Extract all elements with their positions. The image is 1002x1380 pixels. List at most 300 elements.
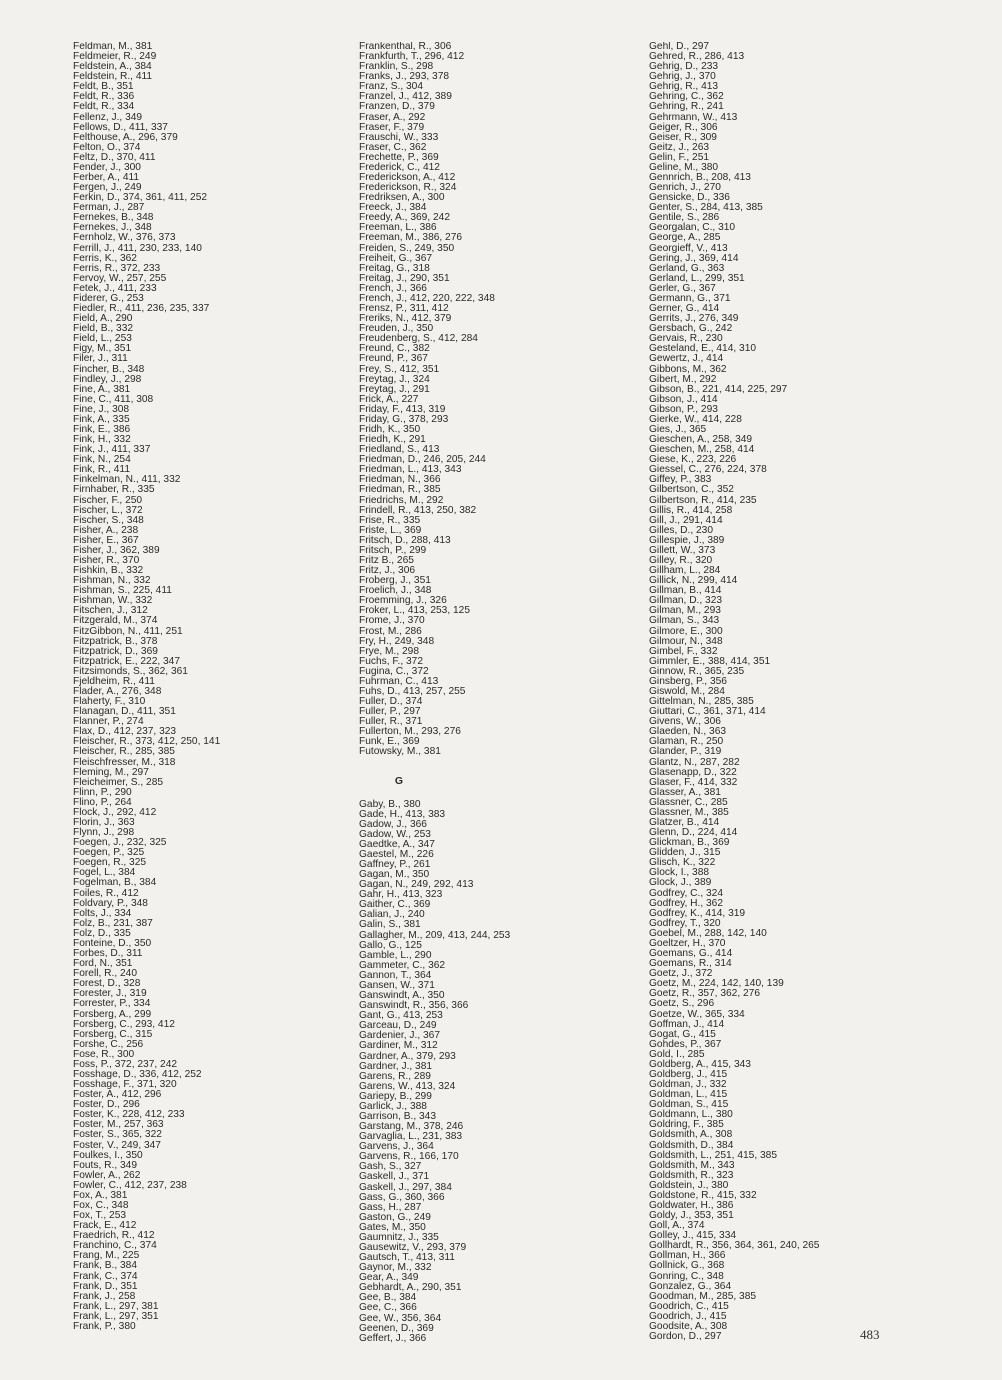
index-entry: Giswold, M., 284 <box>649 686 725 697</box>
index-entry: Fraser, F., 379 <box>359 121 425 133</box>
index-entry: Franklin, S., 298 <box>359 61 434 73</box>
index-entry: Gibson, P., 293 <box>649 403 718 415</box>
index-entry: Glock, I., 388 <box>649 867 710 879</box>
index-entry: Feldmeier, R., 249 <box>73 51 157 63</box>
index-entry: Fink, R., 411 <box>73 464 130 476</box>
index-entry: Ferrill, J., 411, 230, 233, 140 <box>73 242 202 254</box>
index-entry: Glantz, N., 287, 282 <box>649 756 740 768</box>
index-entry: Fuhs, D., 413, 257, 255 <box>359 686 466 697</box>
index-entry: Ferris, R., 372, 233 <box>73 262 161 274</box>
index-entry: Fischer, S., 348 <box>73 514 144 526</box>
index-entry: Fitzpatrick, B., 378 <box>73 635 158 647</box>
index-entry: Goebel, M., 288, 142, 140 <box>649 927 767 939</box>
index-entry: Fraedrich, R., 412 <box>73 1230 155 1242</box>
index-entry: Fredriksen, A., 300 <box>359 192 445 204</box>
index-entry: Gillis, R., 414, 258 <box>649 504 733 516</box>
index-entry: Gesteland, E., 414, 310 <box>649 343 757 355</box>
index-entry: Gittelman, N., 285, 385 <box>649 696 754 708</box>
index-entry: Gonring, C., 348 <box>649 1270 724 1282</box>
index-entry: Fraser, A., 292 <box>359 111 426 123</box>
index-entry: Fowler, C., 412, 237, 238 <box>73 1179 187 1191</box>
index-entry: Goldman, S., 415 <box>649 1099 729 1111</box>
index-entry: Gaumnitz, J., 335 <box>359 1231 439 1243</box>
index-entry: Geiser, R., 309 <box>649 131 717 143</box>
index-entry: Gehred, R., 286, 413 <box>649 51 745 63</box>
index-entry: Freund, P., 367 <box>359 353 428 365</box>
index-entry: Goldman, L., 415 <box>649 1089 728 1101</box>
index-entry: Gilley, R., 320 <box>649 554 713 566</box>
index-entry: Freeman, M., 386, 276 <box>359 232 463 244</box>
index-entry: Glasenapp, D., 322 <box>649 766 737 778</box>
index-entry: Forsberg, C., 293, 412 <box>73 1018 175 1030</box>
index-entry: Frank, J., 258 <box>73 1290 136 1302</box>
index-entry: Gaffney, P., 261 <box>359 859 431 871</box>
index-entry: Fuller, P., 297 <box>359 706 421 718</box>
index-entry: Fuhrman, C., 413 <box>359 675 439 687</box>
index-entry: Gannon, T., 364 <box>359 969 432 981</box>
index-entry: Forest, D., 328 <box>73 978 141 990</box>
index-entry: Goeltzer, H., 370 <box>649 937 726 949</box>
index-entry: Gaston, G., 249 <box>359 1211 431 1223</box>
index-entry: Glander, P., 319 <box>649 746 722 758</box>
index-entry: Futowsky, M., 381 <box>359 746 441 758</box>
index-entry: Gentile, S., 286 <box>649 212 720 224</box>
index-entry: Frankenthal, R., 306 <box>359 42 452 52</box>
index-entry: Fine, J., 308 <box>73 403 130 415</box>
index-entry: Fuchs, F., 372 <box>359 655 423 667</box>
index-entry: Franchino, C., 374 <box>73 1240 157 1252</box>
index-entry: Gillman, B., 414 <box>649 585 722 597</box>
index-entry: Freund, C., 382 <box>359 343 430 355</box>
index-entry: Garstang, M., 378, 246 <box>359 1121 464 1133</box>
index-entry: Friedrichs, M., 292 <box>359 494 444 506</box>
index-entry: Gadow, W., 253 <box>359 828 431 840</box>
index-entry: Glaman, R., 250 <box>649 736 724 748</box>
index-entry: Feldt, R., 334 <box>73 101 135 113</box>
index-entry: Flinn, P., 290 <box>73 786 132 798</box>
index-entry: Goetz, S., 296 <box>649 998 715 1010</box>
index-entry: Flaherty, F., 310 <box>73 696 146 708</box>
index-entry: Folts, J., 334 <box>73 907 132 919</box>
index-entry: Goemans, R., 314 <box>649 958 732 970</box>
index-entry: Gehring, R., 241 <box>649 101 724 113</box>
index-entry: Fishman, N., 332 <box>73 575 151 587</box>
index-entry: Garens, W., 413, 324 <box>359 1080 456 1092</box>
index-entry: Foster, A., 412, 296 <box>73 1089 162 1101</box>
index-entry: Fogel, L., 384 <box>73 867 136 879</box>
index-entry: Gilman, S., 343 <box>649 615 720 627</box>
index-entry: Giuttari, C., 361, 371, 414 <box>649 706 766 718</box>
index-entry: Foldvary, P., 348 <box>73 897 148 909</box>
index-entry: Gerner, G., 414 <box>649 303 720 315</box>
index-entry: Gear, A., 349 <box>359 1272 419 1284</box>
index-entry: Givens, W., 306 <box>649 716 721 728</box>
index-entry: Fosshage, D., 336, 412, 252 <box>73 1068 202 1080</box>
index-entry: Gordon, D., 297 <box>649 1331 722 1342</box>
index-entry: Geenen, D., 369 <box>359 1322 434 1334</box>
index-entry: Frank, L., 297, 351 <box>73 1310 159 1322</box>
index-entry: Fink, E., 386 <box>73 423 131 435</box>
index-entry: Flader, A., 276, 348 <box>73 686 162 697</box>
index-entry: Goldring, F., 385 <box>649 1119 724 1131</box>
index-entry: Fincher, B., 348 <box>73 363 145 375</box>
index-entry: Gash, S., 327 <box>359 1161 422 1173</box>
index-entry: Gering, J., 369, 414 <box>649 252 739 264</box>
index-entry: Freuden, J., 350 <box>359 323 434 335</box>
index-entry: Goldberg, J., 415 <box>649 1068 728 1080</box>
index-entry: Goldy, J., 353, 351 <box>649 1210 734 1222</box>
index-entry: Glidden, J., 315 <box>649 847 721 859</box>
index-entry: Foster, K., 228, 412, 233 <box>73 1109 185 1121</box>
index-entry: Froemming, J., 326 <box>359 595 447 607</box>
index-entry: Franks, J., 293, 378 <box>359 71 450 83</box>
index-entry: Goetz, J., 372 <box>649 968 713 980</box>
index-entry: Gimmler, E., 388, 414, 351 <box>649 655 771 667</box>
index-entry: Funk, E., 369 <box>359 736 420 748</box>
index-entry: Fernholz, W., 376, 373 <box>73 232 176 244</box>
index-entry: Fraser, C., 362 <box>359 141 427 153</box>
index-entry: Ganswindt, R., 356, 366 <box>359 1000 469 1012</box>
index-entry: Gehl, D., 297 <box>649 42 710 52</box>
index-entry: Godfrey, H., 362 <box>649 897 723 909</box>
index-entry: Frang, M., 225 <box>73 1250 140 1262</box>
index-entry: Frank, D., 351 <box>73 1280 138 1292</box>
index-entry: Gaedtke, A., 347 <box>359 838 435 850</box>
index-entry: Fellenz, J., 349 <box>73 111 143 123</box>
index-entry: Freedy, A., 369, 242 <box>359 212 450 224</box>
index-entry: Frank, B., 384 <box>73 1260 137 1272</box>
index-entry: Forbes, D., 311 <box>73 948 143 960</box>
index-entry: Foster, V., 249, 347 <box>73 1139 161 1151</box>
index-entry: Fleicheimer, S., 285 <box>73 776 164 788</box>
index-entry: Genrich, J., 270 <box>649 182 721 194</box>
index-entry: Fitzsimonds, S., 362, 361 <box>73 665 188 677</box>
index-entry: Gennrich, B., 208, 413 <box>649 172 751 184</box>
index-entry: Goemans, G., 414 <box>649 948 733 960</box>
index-entry: Gersbach, G., 242 <box>649 323 733 335</box>
index-entry: Glisch, K., 322 <box>649 857 716 869</box>
index-entry: Gass, G., 360, 366 <box>359 1191 445 1203</box>
index-entry: Gilbertson, R., 414, 235 <box>649 494 757 506</box>
index-entry: Flock, J., 292, 412 <box>73 806 157 818</box>
index-entry: Gehrig, J., 370 <box>649 71 716 83</box>
index-entry: Fink, H., 332 <box>73 434 131 446</box>
index-entry: Frederick, C., 412 <box>359 161 440 173</box>
index-entry: Fouts, R., 349 <box>73 1159 137 1171</box>
index-entry: Gewertz, J., 414 <box>649 353 724 365</box>
index-entry: Gerland, L., 299, 351 <box>649 272 745 284</box>
index-entry: Friedman, R., 385 <box>359 484 441 496</box>
index-entry: Garrison, B., 343 <box>359 1110 437 1122</box>
index-entry: Fuller, D., 374 <box>359 696 423 708</box>
index-entry: Fiderer, G., 253 <box>73 292 144 304</box>
index-entry: Feldt, R., 336 <box>73 91 135 103</box>
index-entry: Gass, H., 287 <box>359 1201 422 1213</box>
index-entry: Fervoy, W., 257, 255 <box>73 272 167 284</box>
index-entry: Freytag, J., 291 <box>359 383 430 395</box>
index-entry: Geline, M., 380 <box>649 161 719 173</box>
index-entry: Gaby, B., 380 <box>359 798 421 810</box>
index-entry: Foegen, J., 232, 325 <box>73 837 167 849</box>
index-entry: Frost, M., 286 <box>359 625 422 637</box>
index-entry: Fuller, R., 371 <box>359 716 423 728</box>
index-entry: Gee, W., 356, 364 <box>359 1312 442 1324</box>
index-entry: Gillham, L., 284 <box>649 565 721 577</box>
index-entry: Goldstone, R., 415, 332 <box>649 1189 757 1201</box>
index-entry: Fitschen, J., 312 <box>73 605 148 617</box>
index-entry: Gollman, H., 366 <box>649 1250 726 1262</box>
index-entry: Fisher, A., 238 <box>73 524 139 536</box>
index-entry: Garlick, J., 388 <box>359 1100 427 1112</box>
index-entry: Gates, M., 350 <box>359 1221 426 1233</box>
index-entry: Gausewitz, V., 293, 379 <box>359 1241 467 1253</box>
index-entry: Fritz B., 265 <box>359 554 414 566</box>
index-entry: Forrester, P., 334 <box>73 998 151 1010</box>
index-entry: Goll, A., 374 <box>649 1220 705 1232</box>
index-entry: Ferkin, D., 374, 361, 411, 252 <box>73 192 208 204</box>
index-entry: Godfrey, C., 324 <box>649 887 723 899</box>
index-entry: Fitzgerald, M., 374 <box>73 615 158 627</box>
index-entry: Glatzer, B., 414 <box>649 817 720 829</box>
index-entry: Fleischer, R., 373, 412, 250, 141 <box>73 736 221 748</box>
page-number: 483 <box>860 1327 880 1342</box>
index-entry: Frank, L., 297, 381 <box>73 1300 159 1312</box>
index-entry: Froberg, J., 351 <box>359 575 431 587</box>
index-entry: Gehring, C., 362 <box>649 91 724 103</box>
index-entry: Glaser, F., 414, 332 <box>649 776 738 788</box>
index-entry: Fisher, R., 370 <box>73 554 140 566</box>
index-entry: Fitzpatrick, E., 222, 347 <box>73 655 181 667</box>
index-entry: Freeman, L., 386 <box>359 222 437 234</box>
index-column-2 <box>359 42 629 1344</box>
index-entry: Froelich, J., 348 <box>359 585 432 597</box>
index-entry: Goodman, M., 285, 385 <box>649 1290 757 1302</box>
index-entry: Freiden, S., 249, 350 <box>359 242 455 254</box>
index-entry: Gansen, W., 371 <box>359 979 435 991</box>
index-entry: Fink, N., 254 <box>73 454 131 466</box>
index-entry: Foiles, R., 412 <box>73 887 139 899</box>
index-entry: Ginnow, R., 365, 235 <box>649 665 745 677</box>
index-entry: Fleming, M., 297 <box>73 766 149 778</box>
index-entry: Gollhardt, R., 356, 364, 361, 240, 265 <box>649 1240 820 1252</box>
index-entry: Goldsmith, M., 343 <box>649 1159 735 1171</box>
index-entry: Frank, P., 380 <box>73 1320 136 1332</box>
index-entry: Feldstein, A., 384 <box>73 61 152 73</box>
index-entry: Gieschen, M., 258, 414 <box>649 444 755 456</box>
index-entry: Georgieff, V., 413 <box>649 242 728 254</box>
index-entry: Fox, T., 253 <box>73 1210 127 1222</box>
index-entry: Gee, C., 366 <box>359 1302 417 1314</box>
index-entry: Fisher, J., 362, 389 <box>73 544 160 556</box>
index-entry: Goldsmith, D., 384 <box>649 1139 734 1151</box>
index-entry: Gagan, N., 249, 292, 413 <box>359 879 474 891</box>
index-entry: Friste, L., 369 <box>359 524 422 536</box>
index-entry: Ford, N., 351 <box>73 958 133 970</box>
index-entry: Florin, J., 363 <box>73 817 135 829</box>
index-entry: Gagan, M., 350 <box>359 869 430 881</box>
index-entry: Forsberg, A., 299 <box>73 1008 152 1020</box>
index-entry: Gardner, J., 381 <box>359 1060 433 1072</box>
index-entry: Freitag, J., 290, 351 <box>359 272 450 284</box>
index-entry: Freriks, N., 412, 379 <box>359 313 452 325</box>
index-entry: Fox, C., 348 <box>73 1199 129 1211</box>
index-entry: Fridh, K., 350 <box>359 423 421 435</box>
index-entry: Glickman, B., 369 <box>649 837 730 849</box>
index-entry: Fishman, W., 332 <box>73 595 153 607</box>
index-entry: Fergen, J., 249 <box>73 182 142 194</box>
section-letter-g: G <box>394 774 404 787</box>
index-entry: Fowler, A., 262 <box>73 1169 141 1181</box>
index-entry: Garceau, D., 249 <box>359 1020 437 1032</box>
index-entry: Fogelman, B., 384 <box>73 877 157 889</box>
index-entry: Gollnick, G., 368 <box>649 1260 725 1272</box>
index-entry: Garens, R., 289 <box>359 1070 431 1082</box>
index-entry: Forshe, C., 256 <box>73 1038 144 1050</box>
index-entry: Gant, G., 413, 253 <box>359 1010 443 1022</box>
index-entry: Glassner, C., 285 <box>649 796 728 808</box>
index-entry: Goldstein, J., 380 <box>649 1179 729 1191</box>
index-entry: Garvens, J., 364 <box>359 1141 434 1153</box>
index-entry: Fetek, J., 411, 233 <box>73 282 157 294</box>
index-entry: Godfrey, T., 320 <box>649 917 721 929</box>
index-entry: Fox, A., 381 <box>73 1189 128 1201</box>
index-entry: Giffey, P., 383 <box>649 474 712 486</box>
index-entry: Georgalan, C., 310 <box>649 222 736 234</box>
index-entry: Gerler, G., 367 <box>649 282 716 294</box>
index-entry: Franz, S., 304 <box>359 81 423 93</box>
index-entry: Foulkes, I., 350 <box>73 1149 143 1161</box>
index-entry: Freudenberg, S., 412, 284 <box>359 333 478 345</box>
index-entry: Felthouse, A., 296, 379 <box>73 131 178 143</box>
index-entry: Gilmour, N., 348 <box>649 635 723 647</box>
index-entry: Feldstein, R., 411 <box>73 71 153 83</box>
index-entry: Geffert, J., 366 <box>359 1332 427 1344</box>
index-entry: Fink, A., 335 <box>73 413 130 425</box>
index-entry: Goldberg, A., 415, 343 <box>649 1058 751 1070</box>
index-entry: Fjeldheim, R., 411 <box>73 675 155 687</box>
index-entry: Gill, J., 291, 414 <box>649 514 723 526</box>
index-entry: Gibson, B., 221, 414, 225, 297 <box>649 383 788 395</box>
index-entry: Glasser, A., 381 <box>649 786 721 798</box>
index-entry: Genter, S., 284, 413, 385 <box>649 202 763 214</box>
index-entry: Garvens, R., 166, 170 <box>359 1151 459 1163</box>
index-entry: Frauschi, W., 333 <box>359 131 439 143</box>
index-entry: Gaither, C., 369 <box>359 899 431 911</box>
index-entry: Freeck, J., 384 <box>359 202 427 214</box>
index-entry: French, J., 412, 220, 222, 348 <box>359 292 495 304</box>
index-entry: Goldman, J., 332 <box>649 1079 727 1091</box>
index-entry: Fishkin, B., 332 <box>73 565 144 577</box>
index-entry: Fine, C., 411, 308 <box>73 393 154 405</box>
index-entry: Gierke, W., 414, 228 <box>649 413 742 425</box>
index-entry: Goodsite, A., 308 <box>649 1320 728 1332</box>
index-entry: Finkelman, N., 411, 332 <box>73 474 181 486</box>
index-entry: Gadow, J., 366 <box>359 818 427 830</box>
index-entry: Goldsmith, A., 308 <box>649 1129 733 1141</box>
index-entry: Ginsberg, P., 356 <box>649 675 727 687</box>
index-entry: Frindell, R., 413, 250, 382 <box>359 504 477 516</box>
index-entry: Goldsmith, R., 323 <box>649 1169 734 1181</box>
index-entry: Frey, S., 412, 351 <box>359 363 440 375</box>
index-entry: George, A., 285 <box>649 232 721 244</box>
index-entry: Gilman, M., 293 <box>649 605 721 617</box>
index-entry: Friday, F., 413, 319 <box>359 403 446 415</box>
index-entry: Fernekes, B., 348 <box>73 212 154 224</box>
index-entry: Fishman, S., 225, 411 <box>73 585 172 597</box>
index-entry: Fernekes, J., 348 <box>73 222 152 234</box>
index-entry: Gautsch, T., 413, 311 <box>359 1252 455 1264</box>
index-entry: Gardiner, M., 312 <box>359 1040 438 1052</box>
index-entry: Gonzalez, G., 364 <box>649 1280 732 1292</box>
index-entry: Gibson, J., 414 <box>649 393 718 405</box>
index-entry: Fritsch, D., 288, 413 <box>359 534 451 546</box>
index-entry: Field, A., 290 <box>73 313 133 325</box>
index-entry: Gies, J., 365 <box>649 423 707 435</box>
index-entry: Fose, R., 300 <box>73 1048 135 1060</box>
index-entry: Gallo, G., 125 <box>359 939 422 951</box>
index-entry: Gieschen, A., 258, 349 <box>649 434 753 446</box>
index-entry: Fritsch, P., 299 <box>359 544 427 556</box>
index-entry: Fosshage, F., 371, 320 <box>73 1079 177 1091</box>
index-entry: Fritz, J., 306 <box>359 565 416 577</box>
index-entry: Fisher, E., 367 <box>73 534 139 546</box>
index-entry: Ferber, A., 411 <box>73 172 140 184</box>
index-entry: Folz, B., 231, 387 <box>73 917 153 929</box>
index-entry: Foegen, P., 325 <box>73 847 145 859</box>
index-entry: Gibbons, M., 362 <box>649 363 727 375</box>
index-entry: Gardenier, J., 367 <box>359 1030 440 1042</box>
index-entry: Gahr, H., 413, 323 <box>359 889 443 901</box>
index-entry: Gaestel, M., 226 <box>359 848 434 860</box>
index-entry: Goldwater, H., 386 <box>649 1199 734 1211</box>
index-entry: Gebhardt, A., 290, 351 <box>359 1282 462 1294</box>
index-entry: Foss, P., 372, 237, 242 <box>73 1058 178 1070</box>
index-entry: Feltz, D., 370, 411 <box>73 151 156 163</box>
index-entry: Goetz, R., 357, 362, 276 <box>649 988 761 1000</box>
index-entry: Frensz, P., 311, 412 <box>359 303 449 315</box>
index-entry: Ferris, K., 362 <box>73 252 137 264</box>
index-entry: Flino, P., 264 <box>73 796 132 808</box>
index-entry: Frechette, P., 369 <box>359 151 439 163</box>
index-entry: Gardner, A., 379, 293 <box>359 1050 456 1062</box>
index-entry: Frederickson, R., 324 <box>359 182 457 194</box>
index-entry: Gelin, F., 251 <box>649 151 710 163</box>
index-entry: Felton, O., 374 <box>73 141 141 153</box>
index-entry: Goffman, J., 414 <box>649 1018 725 1030</box>
index-entry: Gilbertson, C., 352 <box>649 484 734 496</box>
index-column-3 <box>649 42 919 1342</box>
index-entry: Fine, A., 381 <box>73 383 131 395</box>
index-entry: Foegen, R., 325 <box>73 857 147 869</box>
index-section-g <box>359 800 629 1344</box>
index-entry: Gilmore, E., 300 <box>649 625 723 637</box>
index-entry: Frome, J., 370 <box>359 615 425 627</box>
index-entry: Fitzpatrick, D., 369 <box>73 645 158 657</box>
index-entry: Freiheit, G., 367 <box>359 252 433 264</box>
index-entry: Friedh, K., 291 <box>359 434 426 446</box>
index-entry: Glenn, D., 224, 414 <box>649 827 738 839</box>
index-entry: Frye, M., 298 <box>359 645 420 657</box>
index-entry: Glock, J., 389 <box>649 877 712 889</box>
index-entry: Goldsmith, L., 251, 415, 385 <box>649 1149 777 1161</box>
index-entry: FitzGibbon, N., 411, 251 <box>73 625 183 637</box>
index-entry: Germann, G., 371 <box>649 292 731 304</box>
index-entry: Flanagan, D., 411, 351 <box>73 706 176 718</box>
index-entry: Gillespie, J., 389 <box>649 534 725 546</box>
index-entry: Foster, D., 296 <box>73 1099 140 1111</box>
index-entry: Gaskell, J., 371 <box>359 1171 430 1183</box>
index-entry: Feldman, M., 381 <box>73 42 153 52</box>
